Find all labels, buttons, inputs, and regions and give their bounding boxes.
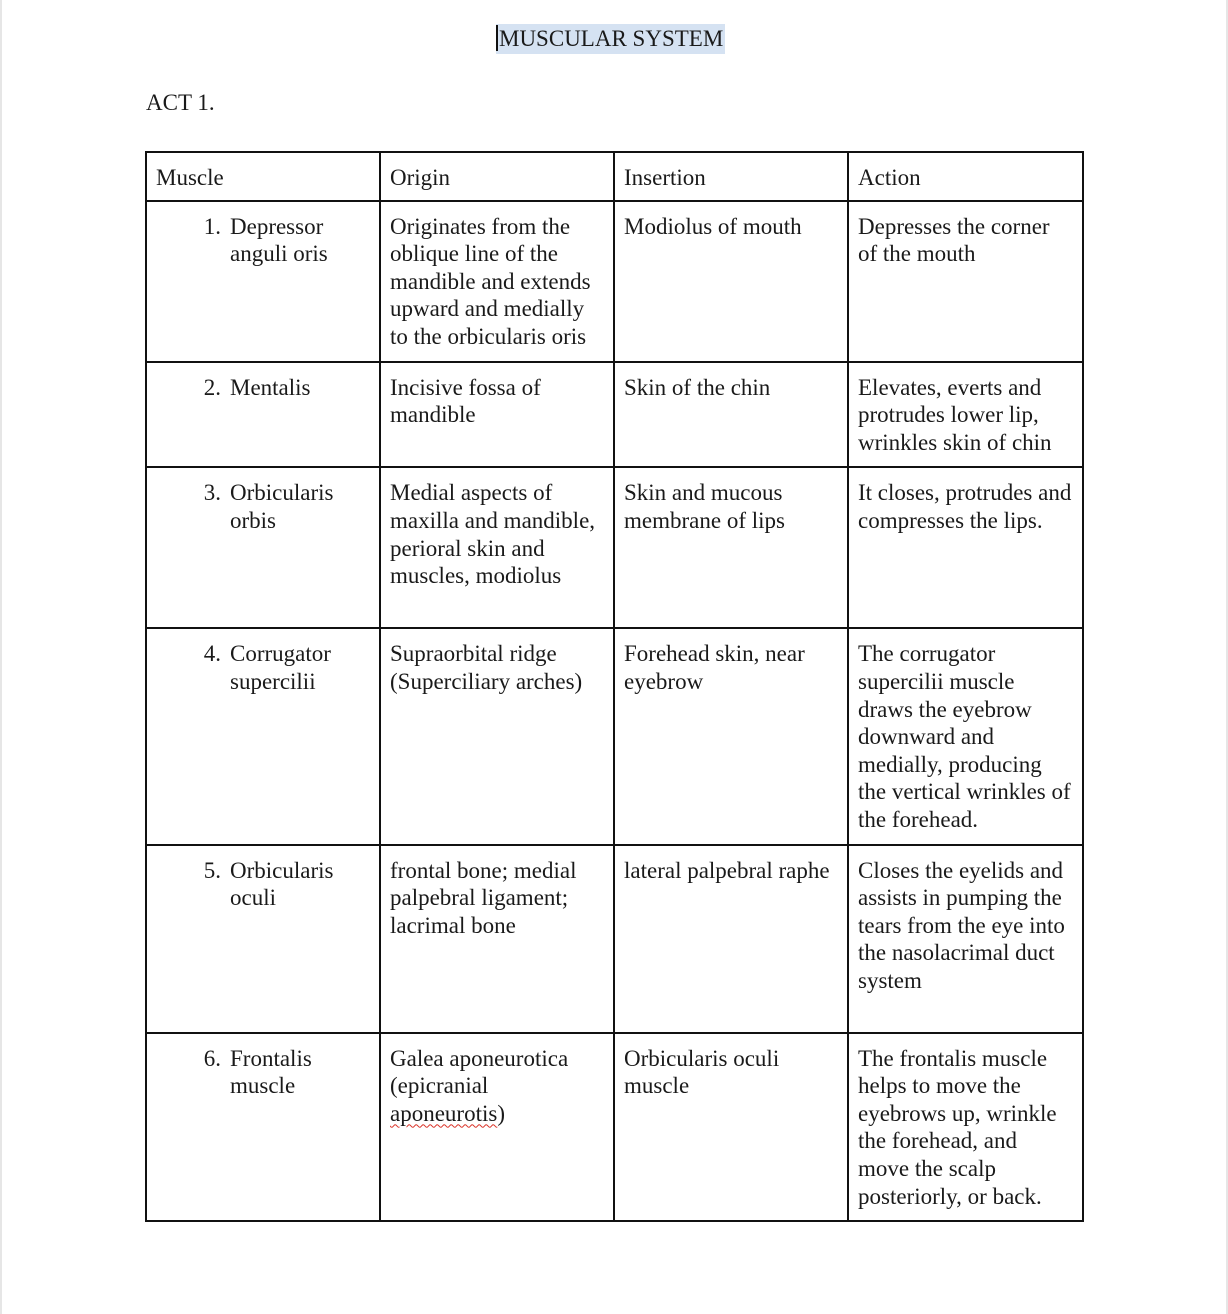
muscle-name: Corrugator supercilii	[230, 641, 331, 694]
list-item	[147, 857, 370, 912]
muscle-cell	[146, 628, 380, 844]
muscle-name: Mentalis	[230, 374, 311, 400]
insertion-cell: Orbicularis oculi muscle	[614, 1033, 848, 1222]
origin-cell: Incisive fossa of mandible	[380, 362, 614, 468]
table-row	[146, 845, 1083, 1033]
muscle-name: Frontalis muscle	[230, 1045, 312, 1099]
document-title[interactable]	[496, 24, 725, 54]
header-action: Action	[848, 152, 1083, 201]
action-cell: Closes the eyelids and assists in pumping the tears from the eye into the nasolacrimal duct system	[848, 845, 1083, 1033]
list-number: 5.	[203, 857, 221, 883]
muscle-name: Orbicularis orbis	[230, 480, 334, 533]
table-row	[146, 1033, 1083, 1222]
header-muscle: Muscle	[146, 152, 380, 201]
table-row	[146, 628, 1083, 844]
muscle-cell	[146, 201, 380, 362]
document-title-text[interactable]: MUSCULAR SYSTEM	[499, 26, 724, 51]
list-number: 1.	[203, 213, 221, 239]
origin-cell: Originates from the oblique line of the mandible and extends upward and medially to the orbicularis oris	[380, 201, 614, 362]
list-number: 6.	[203, 1045, 221, 1071]
list-item	[147, 1045, 370, 1100]
action-cell: Depresses the corner of the mouth	[848, 201, 1083, 362]
table-header-row	[146, 152, 1083, 201]
origin-cell: Medial aspects of maxilla and mandible, perioral skin and muscles, modiolus	[380, 467, 614, 628]
table-row	[146, 362, 1083, 468]
muscle-cell	[146, 845, 380, 1033]
muscle-table	[145, 151, 1084, 1222]
header-origin: Origin	[380, 152, 614, 201]
insertion-cell: Forehead skin, near eyebrow	[614, 628, 848, 844]
table-row	[146, 467, 1083, 628]
table-row	[146, 201, 1083, 362]
list-number: 3.	[203, 480, 221, 506]
insertion-cell: Skin and mucous membrane of lips	[614, 467, 848, 628]
muscle-name: Orbicularis oculi	[230, 857, 334, 911]
action-cell: The frontalis muscle helps to move the eyebrows up, wrinkle the forehead, and move the scalp posteriorly, or back.	[848, 1033, 1083, 1222]
origin-cell: frontal bone; medial palpebral ligament; lacrimal bone	[380, 845, 614, 1033]
section-label: ACT 1.	[146, 90, 215, 115]
muscle-cell	[146, 1033, 380, 1222]
list-item	[147, 479, 370, 534]
action-cell: Elevates, everts and protrudes lower lip, wrinkles skin of chin	[848, 362, 1083, 468]
list-item	[147, 213, 370, 268]
spellcheck-flagged-word[interactable]: aponeurotis	[390, 1100, 498, 1126]
muscle-cell	[146, 467, 380, 628]
muscle-cell	[146, 362, 380, 468]
origin-cell	[380, 1033, 614, 1222]
insertion-cell: lateral palpebral raphe	[614, 845, 848, 1033]
insertion-cell: Modiolus of mouth	[614, 201, 848, 362]
muscle-name: Depressor anguli oris	[230, 213, 328, 267]
page-edge-left	[0, 0, 2, 1314]
list-number: 2.	[203, 374, 221, 400]
action-cell: The corrugator supercilii muscle draws the eyebrow downward and medially, producing the vertical wrinkles of the forehead.	[848, 628, 1083, 844]
origin-text-end: )	[497, 1100, 505, 1126]
origin-cell: Supraorbital ridge (Superciliary arches)	[380, 628, 614, 844]
list-item	[147, 640, 370, 695]
header-insertion: Insertion	[614, 152, 848, 201]
list-number: 4.	[203, 641, 221, 667]
text-cursor	[496, 25, 498, 51]
origin-text: Galea aponeurotica (epicranial	[390, 1045, 569, 1099]
insertion-cell: Skin of the chin	[614, 362, 848, 468]
action-cell: It closes, protrudes and compresses the lips.	[848, 467, 1083, 628]
list-item	[147, 374, 370, 402]
